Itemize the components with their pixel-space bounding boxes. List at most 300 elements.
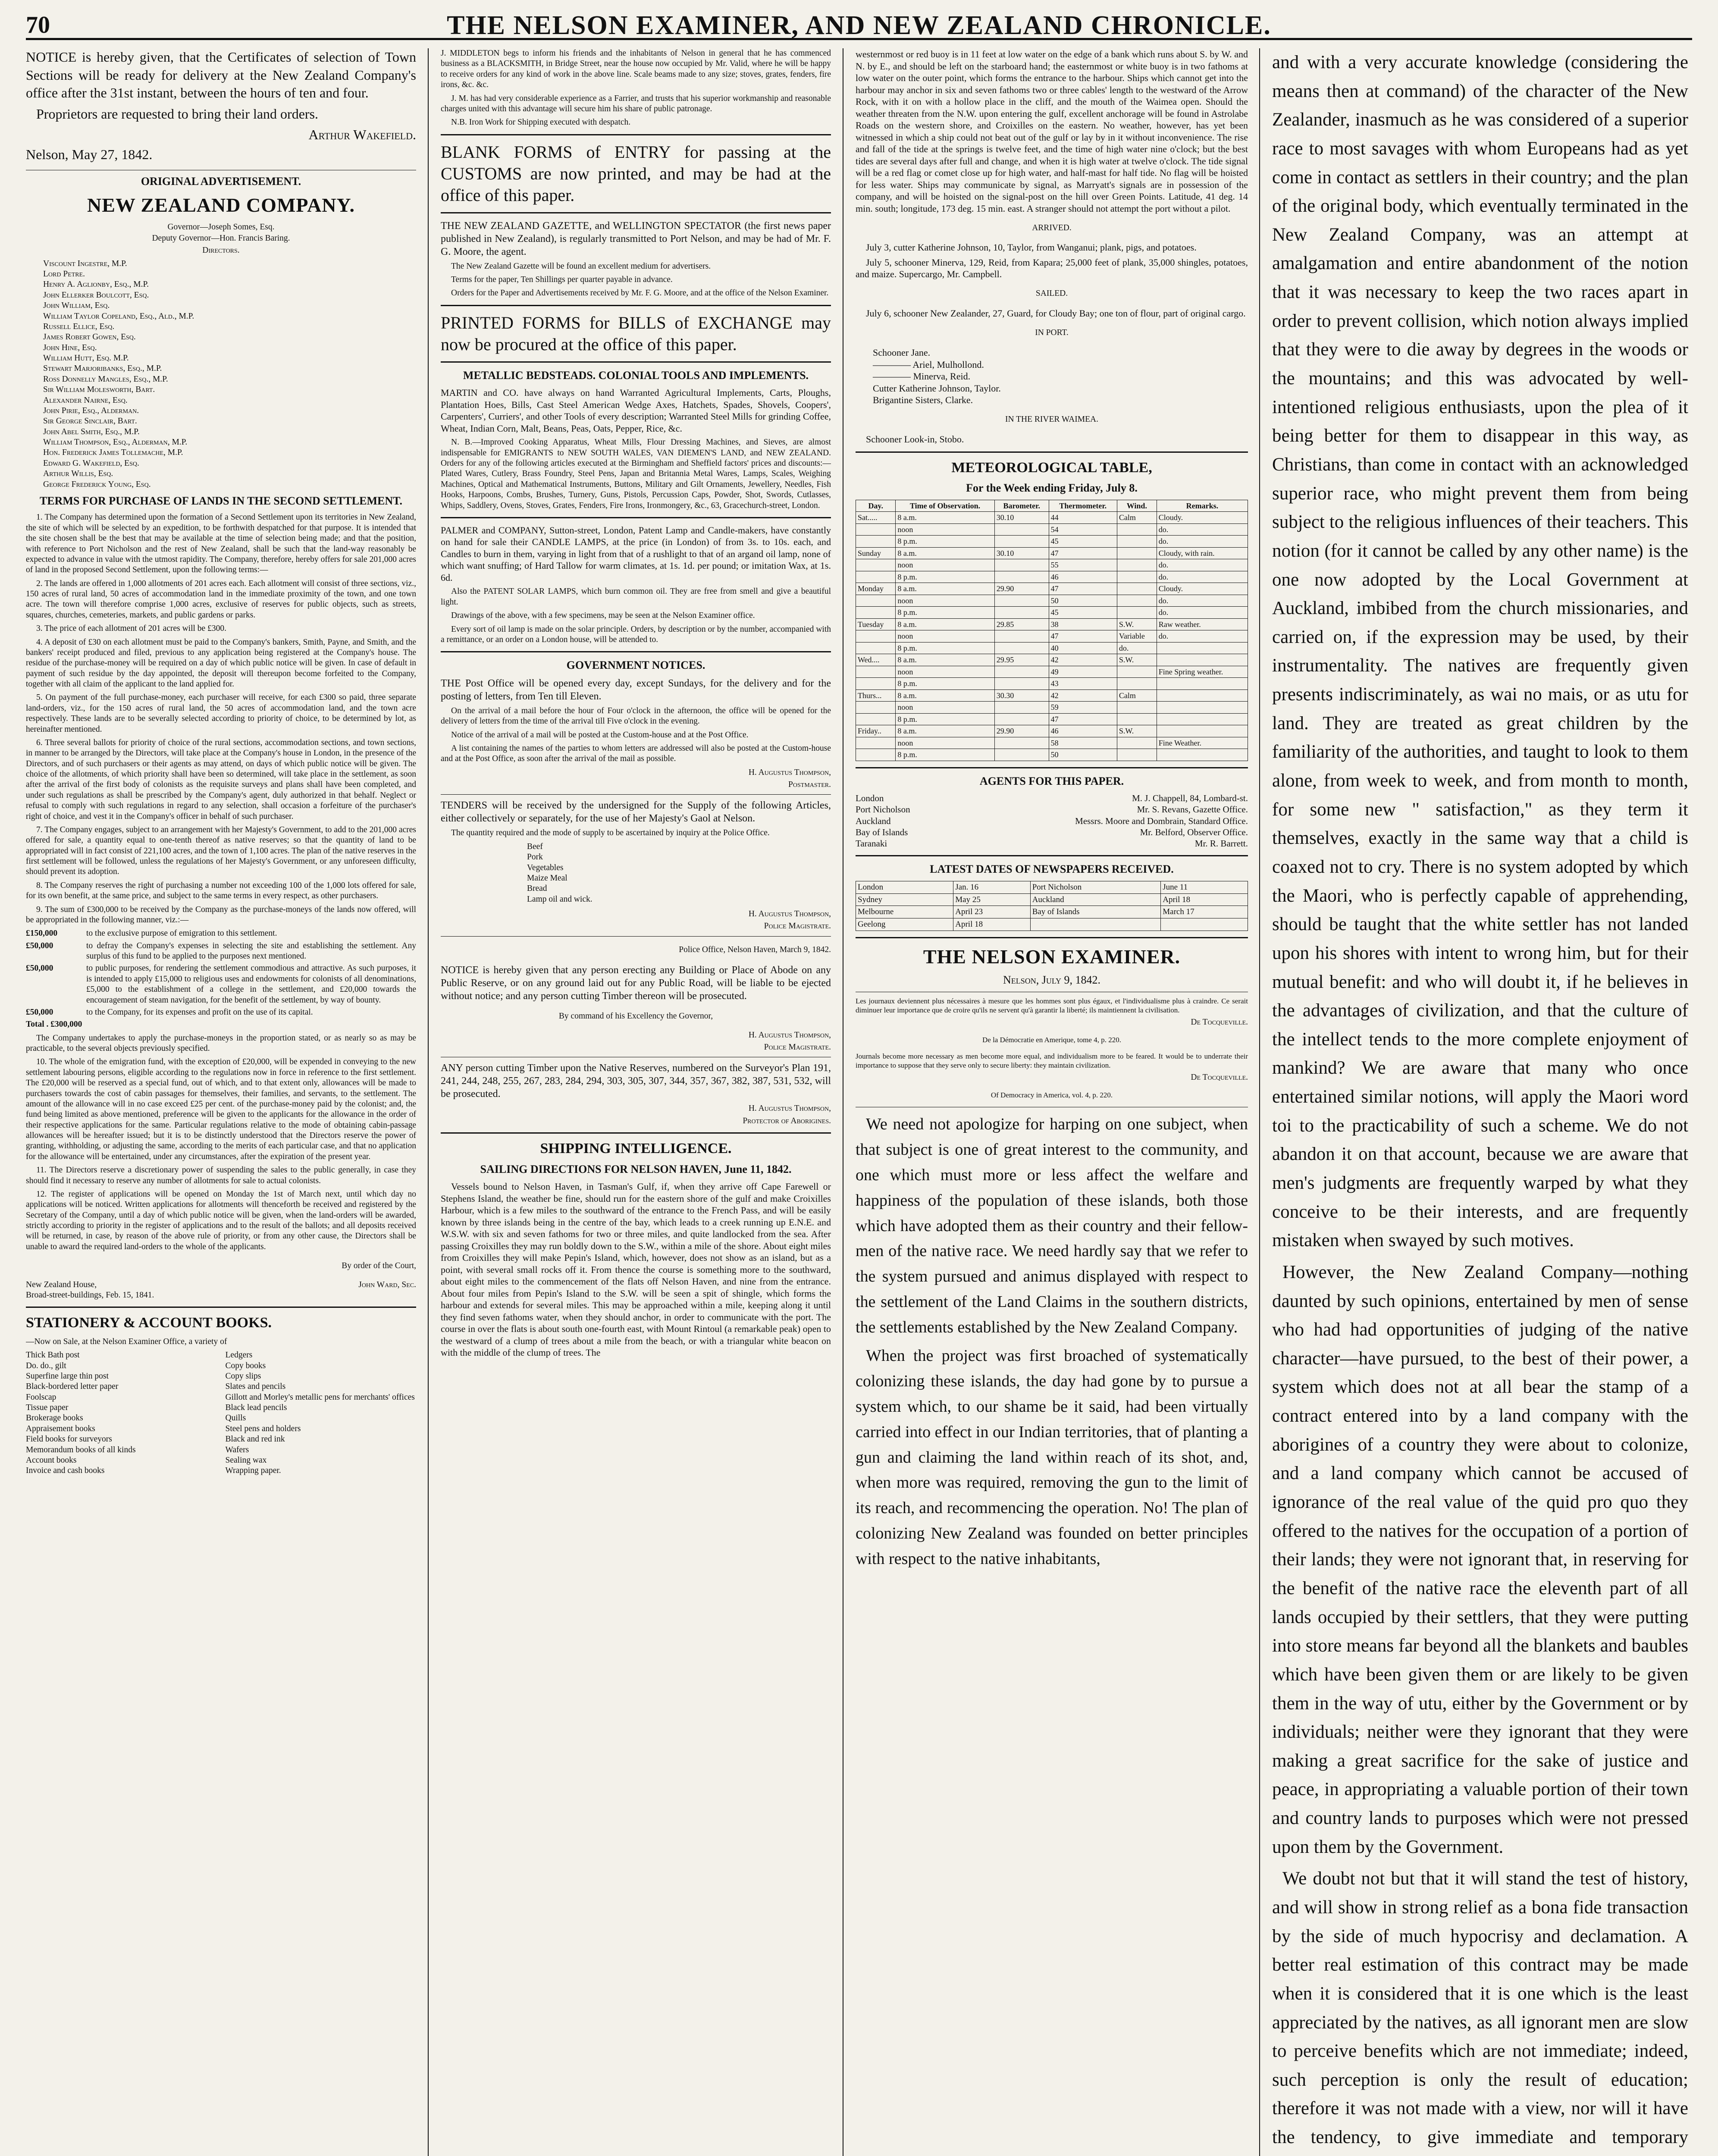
arrived-item: July 3, cutter Katherine Johnson, 10, Taylor, from Wanganui; plank, pigs, and potatoes. <box>866 242 1197 253</box>
met-cell: do. <box>1157 571 1248 583</box>
latest-cell: Geelong <box>856 918 953 931</box>
stationery-item: Gillott and Morley's metallic pens for merchants' offices <box>225 1392 415 1402</box>
met-cell: 8 a.m. <box>896 689 994 702</box>
stationery-item: Wafers <box>225 1445 249 1454</box>
met-cell: 30.10 <box>994 512 1049 524</box>
met-column-header: Barometer. <box>994 500 1049 512</box>
met-table-header <box>856 500 1248 512</box>
government-header: GOVERNMENT NOTICES. <box>566 659 705 672</box>
shipping-text: Vessels bound to Nelson Haven, in Tasman's Gulf, if, when they arrive off Cape Farewell or Stephens Island, the weather be fine, should run for the eastern shore of the gulf and make Croixilles Harbour, which is a few miles to the southward of the entrance to the French Pass, and will be easily known by three islands being in the centre of the bay, which leads to a creek running up E.N.E. and W.S.W. with six and seven fathoms for two or three miles, and quite landlocked from the sea. After passing Croixilles they may run boldly down to the S.W., within a mile of the shore. About eight miles from Croixilles they will make Pepin's Island, which, however, does not show as an island, but as a point, with several small rocks off it. From thence the course is something more to the southward, about eight miles to the commencement of the flats off Nelson Haven, and nine from the entrance. About four miles from Pepin's Island to the S.W. will be seen a spit of shingle, which forms the harbour and extends for several miles. This may be approached within a mile, keeping along it until they find seven fathoms water, when they should anchor, in order to communicate with the port. The course in over the flats is about south one-fourth east, with Mount Rintoul (a remarkable peak) open to the westward of a clump of trees about a mile from the beach, or with a triangular white beacon on with the middle of the clump of trees. The <box>441 1181 831 1358</box>
met-cell <box>1117 559 1157 571</box>
met-cell <box>1117 737 1157 749</box>
met-cell: noon <box>896 523 994 536</box>
met-cell: Friday.. <box>856 725 896 737</box>
director-item: Sir George Sinclair, Bart. <box>43 417 137 426</box>
met-row <box>856 607 1248 619</box>
met-cell: 42 <box>1049 689 1117 702</box>
schedule-amount: £150,000 <box>26 929 58 938</box>
notice-text: NOTICE is hereby given that any person erecting any Building or Place of Abode on any Public Reserve, or on any ground laid out for any Public Road, will be liable to be ejected without notice; and any person cutting Timber thereon will be prosecuted. <box>441 965 831 1002</box>
director-item: John William, Esq. <box>43 301 110 310</box>
met-cell <box>994 737 1049 749</box>
tender-item: Bread <box>527 884 547 893</box>
ad-text: N. B.—Improved Cooking Apparatus, Wheat Mills, Flour Dressing Machines, and Sieves, are almost indispensable for EMIGRANTS to NEW SOUTH WALES, VAN DIEMEN'S LAND, and NEW ZEALAND. Orders for any of the following articles executed at the Birmingham and Sheffield factors' prices and discounts:—Plated Wares, Cutlery, Brass Foundry, Steel Pens, Japan and Britannia Metal Wares, Lamps, Scales, Weighing Machines, Optical and Mathematical Instruments, Buttons, Military and Gilt Ornaments, Jewellery, Needles, Fish Hooks, Harpoons, Combs, Brushes, Turnery, Guns, Pistols, Percussion Caps, Powder, Shot, Swords, Cutlasses, Whips, Saddlery, Ovens, Stoves, Grates, Fenders, Fire Irons, Ironmongery, &c., 63, Gracechurch-street, London. <box>441 438 831 510</box>
met-row <box>856 654 1248 666</box>
arrived-list <box>856 241 1248 280</box>
met-cell <box>994 749 1049 761</box>
stationery-item: Foolscap <box>26 1392 56 1402</box>
director-item: Russell Ellice, Esq. <box>43 322 115 331</box>
met-cell: 47 <box>1049 547 1117 559</box>
schedule-amount: £50,000 <box>26 941 53 950</box>
ad-text: Terms for the paper, Ten Shillings per quarter payable in advance. <box>451 275 673 284</box>
met-cell: do. <box>1117 642 1157 654</box>
notice-text: The quantity required and the mode of supply to be ascertained by inquiry at the Police Office. <box>451 828 770 838</box>
latest-cell: April 23 <box>953 906 1030 918</box>
latest-row <box>856 918 1248 931</box>
ad-text: Every sort of oil lamp is made on the solar principle. Orders, by description or by the number, accompanied with a remittance, or an order on a London house, will be attended to. <box>441 624 831 644</box>
met-cell <box>1157 654 1248 666</box>
police-dateline: Police Office, Nelson Haven, March 9, 1842. <box>679 945 831 955</box>
met-cell: 8 p.m. <box>896 713 994 725</box>
stationery-item: Do. do., gilt <box>26 1361 66 1370</box>
met-cell: 29.95 <box>994 654 1049 666</box>
latest-cell: Jan. 16 <box>953 881 1030 893</box>
met-cell: Calm <box>1117 512 1157 524</box>
in-port-item: Brigantine Sisters, Clarke. <box>873 395 973 406</box>
met-cell <box>994 713 1049 725</box>
in-port-item: ———— Ariel, Mulhollond. <box>873 359 984 370</box>
latest-cell: Melbourne <box>856 906 953 918</box>
terms-paragraph: 4. A deposit of £30 on each allotment must be paid to the Company's bankers, Smith, Payne, and Smith, and the bankers' receipt produced and filed, previous to any application being registered at the Company's house. The residue of the purchase-money will be required on a day of which public notice will be given. In case of default in payment of such residue by the day appointed, the deposit will thereupon become forfeited to the Company, together with all claim of the applicant to the land applied for. <box>26 637 416 689</box>
sailed-text: July 6, schooner New Zealander, 27, Guard, for Cloudy Bay; one ton of flour, part of original cargo. <box>866 308 1246 319</box>
bedsteads-header: METALLIC BEDSTEADS. COLONIAL TOOLS AND IMPLEMENTS. <box>463 369 809 382</box>
notice-signature: H. Augustus Thompson, <box>748 1030 831 1040</box>
masthead <box>26 8 1692 40</box>
schedule-row <box>26 1007 416 1018</box>
stationery-item: Tissue paper <box>26 1403 69 1413</box>
met-table-body <box>856 512 1248 761</box>
met-row <box>856 713 1248 725</box>
met-column-header: Remarks. <box>1157 500 1248 512</box>
met-cell <box>1117 713 1157 725</box>
court-order: By order of the Court, <box>342 1261 416 1270</box>
stationery-items <box>26 1350 416 1476</box>
met-cell <box>1117 702 1157 714</box>
epigraph-source: De Tocqueville. <box>1191 1018 1248 1027</box>
met-cell: 43 <box>1049 678 1117 690</box>
stationery-item: Copy slips <box>225 1371 261 1381</box>
met-cell: 8 p.m. <box>896 571 994 583</box>
director-item: William Taylor Copeland, Esq., Ald., M.P. <box>43 311 194 321</box>
stationery-item: Ledgers <box>225 1351 253 1360</box>
met-row <box>856 512 1248 524</box>
epigraph: Les journaux deviennent plus nécessaires à mesure que les hommes sont plus égaux, et l'individualisme plus à craindre. Ce serait diminuer leur importance que de croire qu'ils ne servent qu'à garantir la liberté; ils maintiennent la civilisation. <box>856 997 1248 1014</box>
tender-item: Lamp oil and wick. <box>527 894 593 904</box>
met-cell <box>856 749 896 761</box>
met-cell <box>856 666 896 678</box>
met-cell <box>856 607 896 619</box>
met-cell: Cloudy, with rain. <box>1157 547 1248 559</box>
met-cell <box>856 595 896 607</box>
met-cell <box>1157 642 1248 654</box>
stationery-item: Appraisement books <box>26 1424 95 1433</box>
met-row <box>856 559 1248 571</box>
met-header: METEOROLOGICAL TABLE, <box>951 459 1152 476</box>
company-secretary: John Ward, Sec. <box>358 1280 416 1289</box>
tender-item: Maize Meal <box>527 873 567 883</box>
shipping-text: westernmost or red buoy is in 11 feet at low water on the edge of a bank which runs about S. by W. and N. by E., and should be left on the starboard hand; the easternmost or white buoy is in two fathoms at low water on the outer point, which forms the entrance to the harbour. Ships which cannot get into the harbour may anchor in six and seven fathoms two or three cables' length to the westward of the Arrow Rock, with it on with a hollow place in the cliff, and the mouth of the Waimea open. Should the weather threaten from the N.W. upon entering the gulf, excellent anchorage will be found in Astrolabe Roads on the western shore, and Croixilles on the eastern. No weather, however, has yet been witnessed in which a ship could not beat out of the gulf or lay by in it without inconvenience. The rise and fall of the tide at the springs is twelve feet, and the time of high water nine o'clock; but the best tides are several days after full and change, and when it is high water at twelve o'clock. The tide signal will be a red flag or comet close up for high water, and half-mast for half tide. No flag will be hoisted for less water. Ships may communicate by signal, as Marryatt's signals are in possession of the company, and will be hoisted on the signal-post on the hill over Green Points. Latitude, 41 deg. 14 min. south; longitude, 173 deg. 15 min. east. A stranger should not attempt the port without a pilot. <box>856 49 1248 214</box>
terms-paragraph: 9. The sum of £300,000 to be received by the Company as the purchase-moneys of the lands now offered, will be appropriated in the following manner, viz.:— <box>26 905 416 924</box>
latest-cell: London <box>856 881 953 893</box>
printed-forms-ad: PRINTED FORMS for BILLS of EXCHANGE may now be procured at the office of this paper. <box>441 313 831 354</box>
epigraph-work: Of Democracy in America, vol. 4, p. 220. <box>991 1091 1113 1099</box>
met-cell <box>1157 749 1248 761</box>
notice-text: A list containing the names of the parties to whom letters are addressed will also be posted at the Custom-house and at the Post Office, as soon after the arrival of the mail as possible. <box>441 743 831 764</box>
terms-paragraph: 5. On payment of the full purchase-money, each purchaser will receive, for each £300 so paid, three separate land-orders, viz., for the 150 acres of rural land, the 50 acres of accommodation land, and the town acre respectively. These lands are to be severally selected according to priority of choice, to be determined by lot, as hereinafter mentioned. <box>26 693 416 734</box>
agent-row <box>856 838 1248 849</box>
director-item: Hon. Frederick James Tollemache, M.P. <box>43 448 183 458</box>
schedule-amount: £50,000 <box>26 1007 53 1017</box>
met-column-header: Day. <box>856 500 896 512</box>
divider <box>441 1132 831 1134</box>
met-cell <box>1117 607 1157 619</box>
terms-paragraph: 6. Three several ballots for priority of choice of the rural sections, accommodation sections, and town sections, in manner to be arranged by the Directors, will take place at the Company's house in London, in the presence of the Directors, and of such purchasers or their agents as may attend, on days of which public notice will be given. The choice of the allotments, of which priority shall have been so determined, will take place in the settlement, as soon after the arrival of the first body of colonists as the requisite surveys and plans shall have been completed, and under such regulations as shall be prescribed by the Company's agent, duly authorized in that behalf. Neglect or refusal to comply with such regulations in regard to any selection, shall occasion a forfeiture of the purchaser's right of choice, and vest it in the Company's officer in behalf of such purchaser. <box>26 738 416 821</box>
page-number: 70 <box>26 12 50 38</box>
met-cell: 54 <box>1049 523 1117 536</box>
met-column-header: Thermometer. <box>1049 500 1117 512</box>
tender-item: Vegetables <box>527 863 564 872</box>
ad-text: The New Zealand Gazette will be found an excellent medium for advertisers. <box>451 261 711 271</box>
met-row <box>856 536 1248 548</box>
director-item: John Pirie, Esq., Alderman. <box>43 406 139 415</box>
agent-place: Taranaki <box>856 838 887 849</box>
met-cell: Variable <box>1117 630 1157 642</box>
agent-row <box>856 815 1248 827</box>
director-item: William Hutt, Esq. M.P. <box>43 354 129 363</box>
director-item: John Hine, Esq. <box>43 343 97 352</box>
divider <box>441 936 831 937</box>
schedule-text: to the exclusive purpose of emigration to this settlement. <box>86 929 277 938</box>
shipping-header: SHIPPING INTELLIGENCE. <box>540 1141 732 1156</box>
met-cell <box>994 642 1049 654</box>
column-1 <box>26 48 416 2156</box>
met-cell: Sat..... <box>856 512 896 524</box>
met-cell <box>994 571 1049 583</box>
notice-signature: Arthur Wakefield. <box>308 127 416 143</box>
met-cell: 8 p.m. <box>896 607 994 619</box>
met-cell <box>1117 523 1157 536</box>
latest-cell: Port Nicholson <box>1030 881 1161 893</box>
met-cell: 8 a.m. <box>896 583 994 595</box>
met-row <box>856 595 1248 607</box>
met-row <box>856 725 1248 737</box>
stationery-items-left <box>26 1350 217 1476</box>
latest-cell: Bay of Islands <box>1030 906 1161 918</box>
column-rule <box>428 48 429 2156</box>
in-port-label: IN PORT. <box>1035 328 1069 338</box>
ad-text: MARTIN and CO. have always on hand Warranted Agricultural Implements, Carts, Ploughs, Plantation Hoes, Bills, Cast Steel American Wedge Axes, Hatchets, Spades, Shovels, Coopers', Carpenters', Curriers', and other Tools of every description; Warranted Steel Mills for grinding Coffee, Wheat, Indian Corn, Malt, Beans, Peas, Oats, Pepper, Rice, &c. <box>441 387 831 434</box>
terms-list <box>26 512 416 925</box>
divider <box>856 451 1248 453</box>
agent-place: London <box>856 793 884 803</box>
divider <box>441 134 831 135</box>
schedule-text: to public purposes, for rendering the settlement commodious and attractive. As such purposes, it is intended to apply £15,000 to religious uses and endowments for colonists of all denominations, £5,000 to the establishment of a college in the settlement, and £20,000 towards the encouragement of steam navigation, for the benefit of the settlement, by way of bounty. <box>86 964 416 1005</box>
epigraph: Journals become more necessary as men become more equal, and individualism more to be feared. It would be to underrate their importance to suppose that they serve only to secure liberty: they maintain civilization. <box>856 1052 1248 1070</box>
director-item: Lord Petre. <box>43 270 85 279</box>
schedule-row <box>26 928 416 939</box>
met-row <box>856 583 1248 595</box>
terms-list-continued <box>26 1033 416 1253</box>
met-cell: do. <box>1157 536 1248 548</box>
agents-header: AGENTS FOR THIS PAPER. <box>979 774 1124 787</box>
terms-paragraph: 1. The Company has determined upon the formation of a Second Settlement upon its territories in New Zealand, the site of which will be selected by an expedition, to be forthwith despatched for that purpose. It is intended that the site chosen shall be the best that may be available at the time of selection being made; and that the position, with reference to Port Nicholson and the rest of New Zealand, shall be such that the land-way reasonably be expected to advance in value with the utmost rapidity. The Company, therefore, hereby offers for sale 201,000 acres of land in the proposed Second Settlement, upon the following terms:— <box>26 513 416 575</box>
agent-name: M. J. Chappell, 84, Lombard-st. <box>1132 793 1248 803</box>
notice-text: TENDERS will be received by the undersigned for the Supply of the following Articles, either collectively or separately, for the use of her Majesty's Gaol at Nelson. <box>441 800 831 824</box>
met-cell: noon <box>896 702 994 714</box>
met-cell <box>1117 571 1157 583</box>
met-cell: noon <box>896 666 994 678</box>
director-item: John Abel Smith, Esq., M.P. <box>43 427 140 436</box>
met-cell: 38 <box>1049 618 1117 630</box>
met-cell <box>1157 702 1248 714</box>
notice-text: Proprietors are requested to bring their land orders. <box>36 106 319 122</box>
tender-item: Pork <box>527 852 543 862</box>
notice-text: Notice of the arrival of a mail will be posted at the Custom-house and at the Post Office. <box>451 730 749 740</box>
met-cell <box>1117 678 1157 690</box>
met-cell: do. <box>1157 595 1248 607</box>
met-cell: noon <box>896 737 994 749</box>
schedule-text: to defray the Company's expenses in selecting the site and establishing the settlement. Any surplus of this fund to be applied to the purposes next mentioned. <box>86 941 416 961</box>
ad-text: J. M. has had very considerable experience as a Farrier, and trusts that his superior workmanship and reasonable charges united with this advantage will secure him his share of public patronage. <box>441 94 831 113</box>
latest-cell: June 11 <box>1161 881 1248 893</box>
editorial-paragraph: We need not apologize for harping on one subject, when that subject is one of great interest to the community, and one which must more or less affect the welfare and happiness of the population of these islands, both those which have adopted them as their country and their fellow-men of the native race. We need hardly say that we refer to the system pursued and animus displayed with respect to the settlement of the Land Claims in the southern districts, the settlements established by the New Zealand Company. <box>856 1115 1248 1337</box>
notice-signature: Protector of Aborigines. <box>743 1116 831 1125</box>
terms-header: TERMS FOR PURCHASE OF LANDS IN THE SECOND SETTLEMENT. <box>39 494 403 507</box>
met-cell: 30.10 <box>994 547 1049 559</box>
in-port-list <box>856 347 1248 406</box>
met-cell: 40 <box>1049 642 1117 654</box>
met-cell <box>1117 536 1157 548</box>
met-cell: 8 a.m. <box>896 654 994 666</box>
terms-paragraph: 2. The lands are offered in 1,000 allotments of 201 acres each. Each allotment will consist of three sections, viz., 150 acres of rural land, 50 acres of accommodation land in the immediate proximity of the town, and one town acre. The town will therefore comprise 1,000 acres, exclusive of reserves for public objects, such as streets, squares, churches, cemeteries, markets, and public gardens or parks. <box>26 579 416 620</box>
notice-signature: H. Augustus Thompson, <box>748 1104 831 1113</box>
met-cell <box>1117 749 1157 761</box>
latest-cell: April 18 <box>1161 893 1248 906</box>
gazette-ad <box>441 219 831 299</box>
met-cell: Fine Weather. <box>1157 737 1248 749</box>
met-cell: noon <box>896 559 994 571</box>
divider <box>441 794 831 795</box>
divider <box>441 212 831 213</box>
met-cell: 46 <box>1049 571 1117 583</box>
directors-list <box>26 259 416 490</box>
divider <box>441 361 831 363</box>
met-cell: 8 p.m. <box>896 642 994 654</box>
agent-name: Mr. Belford, Observer Office. <box>1140 827 1248 837</box>
met-row <box>856 678 1248 690</box>
terms-paragraph: The Company undertakes to apply the purchase-moneys in the proportion stated, or as nearly so as may be practicable, to the several objects previously specified. <box>26 1033 416 1053</box>
masthead-title: THE NELSON EXAMINER, AND NEW ZEALAND CHRONICLE. <box>447 11 1271 40</box>
agent-place: Port Nicholson <box>856 804 910 815</box>
middleton-ad <box>441 48 831 128</box>
agent-name: Messrs. Moore and Dombrain, Standard Office. <box>1075 815 1248 826</box>
notice-text: On the arrival of a mail before the hour of Four o'clock in the afternoon, the office will be opened for the delivery of letters from the time of the arrival till Five o'clock in the evening. <box>441 706 831 726</box>
met-cell <box>994 630 1049 642</box>
met-cell <box>856 678 896 690</box>
agent-place: Bay of Islands <box>856 827 908 837</box>
director-item: Arthur Willis, Esq. <box>43 469 113 479</box>
director-item: Ross Donnelly Mangles, Esq., M.P. <box>43 374 168 384</box>
director-item: Alexander Nairne, Esq. <box>43 395 128 405</box>
notice-signature: Postmaster. <box>788 780 831 789</box>
met-cell: do. <box>1157 630 1248 642</box>
tender-items <box>441 842 831 905</box>
met-cell: 8 a.m. <box>896 725 994 737</box>
agent-row <box>856 827 1248 838</box>
met-cell: 55 <box>1049 559 1117 571</box>
editorial-title: THE NELSON EXAMINER. <box>923 945 1181 968</box>
met-row <box>856 666 1248 678</box>
stationery-item: Sealing wax <box>225 1455 267 1465</box>
met-cell: Monday <box>856 583 896 595</box>
agents-list <box>856 793 1248 849</box>
met-cell <box>856 737 896 749</box>
stationery-items-right <box>226 1350 417 1476</box>
met-cell: Calm <box>1117 689 1157 702</box>
met-cell <box>856 642 896 654</box>
director-item: John Ellerker Boulcott, Esq. <box>43 290 149 300</box>
met-cell <box>994 523 1049 536</box>
company-house-address: Broad-street-buildings, Feb. 15, 1841. <box>26 1290 154 1300</box>
met-cell: 29.90 <box>994 583 1049 595</box>
agent-name: Mr. R. Barrett. <box>1194 838 1248 849</box>
met-column-header: Time of Observation. <box>896 500 994 512</box>
palmer-ad <box>441 524 831 645</box>
in-port-item: Schooner Jane. <box>873 347 931 358</box>
schedule-total: Total . £300,000 <box>26 1020 82 1029</box>
met-cell: 50 <box>1049 595 1117 607</box>
met-cell <box>856 523 896 536</box>
terms-paragraph: 3. The price of each allotment of 201 acres will be £300. <box>36 624 226 633</box>
schedule-row <box>26 941 416 962</box>
met-row <box>856 630 1248 642</box>
met-cell: Cloudy. <box>1157 583 1248 595</box>
directors-label: Directors. <box>202 246 240 255</box>
met-cell <box>1117 583 1157 595</box>
company-name: NEW ZEALAND COMPANY. <box>87 194 355 216</box>
met-cell: 45 <box>1049 607 1117 619</box>
stationery-item: Black-bordered letter paper <box>26 1382 119 1391</box>
met-cell: 29.85 <box>994 618 1049 630</box>
met-cell <box>994 702 1049 714</box>
met-cell <box>1157 678 1248 690</box>
met-cell: Wed.... <box>856 654 896 666</box>
met-cell: 8 a.m. <box>896 512 994 524</box>
met-row <box>856 689 1248 702</box>
met-cell: 59 <box>1049 702 1117 714</box>
epigraph-work: De la Démocratie en Amerique, tome 4, p. 220. <box>982 1035 1121 1044</box>
met-cell: 46 <box>1049 725 1117 737</box>
stationery-item: Memorandum books of all kinds <box>26 1445 136 1454</box>
met-cell <box>994 666 1049 678</box>
met-cell: 30.30 <box>994 689 1049 702</box>
met-cell <box>1157 713 1248 725</box>
met-cell: noon <box>896 595 994 607</box>
met-cell <box>856 713 896 725</box>
met-cell: 47 <box>1049 630 1117 642</box>
arrived-item: July 5, schooner Minerva, 129, Reid, from Kapara; 25,000 feet of plank, 35,000 shingles, potatoes, and maize. Supercargo, Mr. Campbell. <box>856 257 1248 280</box>
met-cell: 42 <box>1049 654 1117 666</box>
notice-signature: Police Magistrate. <box>764 1042 831 1052</box>
editorial-paragraph: and with a very accurate knowledge (considering the means then at command) of the character of the New Zealander, inasmuch as he was considered of a superior race to most savages with whom Europeans had as yet come in contact as settlers in their country; and the plan of the original body, which eventually terminated in the New Zealand Company, was an attempt at amalgamation and entire abandonment of the notion that it was necessary to keep the two races apart in order to prevent collision, which notion always implied that they were to die away by degrees in the woods or the mountains; and this was advocated by well-intentioned religious enthusiasts, upon the plea of it being better for them to disappear in this way, as Christians, than come in contact with an acknowledged superior race, who might prevent them from being subject to the religious influences of their teachers. This notion (for it cannot be called by any other name) is the one now adopted by the Local Government at Auckland, imbibed from the church missionaries, and carried on, if the expression may be used, by their instrumentality. The natives are frequently given presents indiscriminately, as wai no mais, or as utu for land. They are treated as great children by the familiarity of the authorities, and taught to look to them alone, from week to week, and from month to month, for some new " satisfaction," as they term it themselves, exactly in the same way that a child is coaxed not to cry. There is no system adopted by which the Maori, who is perfectly capable of apprehending, should be taught that the white settler has not landed upon his shores with intent to wrong him, but for their mutual benefit: and who will doubt it, if he believes in the advantages of civilization, and that the culture of the intellect tends to the more complete enjoyment of mankind? We are aware that many who once entertained similar notions, will apply the Maori word toi to the practicability of such a scheme. We do not abandon it on that account, because we are aware that men's judgments are frequently warped by what they conceive to be their interests, and are frequently mistaken when swayed by such motives. <box>1272 52 1688 1251</box>
met-cell <box>856 571 896 583</box>
met-cell <box>994 678 1049 690</box>
stationery-item: Black and red ink <box>225 1435 285 1444</box>
stationery-item: Steel pens and holders <box>225 1424 301 1433</box>
divider <box>441 305 831 306</box>
met-cell: Raw weather. <box>1157 618 1248 630</box>
agent-row <box>856 804 1248 815</box>
met-cell <box>994 607 1049 619</box>
latest-cell: April 18 <box>953 918 1030 931</box>
company-governor: Governor—Joseph Somes, Esq. <box>167 222 275 232</box>
met-cell: noon <box>896 630 994 642</box>
column-rule <box>1259 48 1260 2156</box>
met-row <box>856 737 1248 749</box>
met-cell: Fine Spring weather. <box>1157 666 1248 678</box>
notice-text: ANY person cutting Timber upon the Native Reserves, numbered on the Surveyor's Plan 191, 241, 244, 248, 255, 267, 283, 284, 294, 303, 305, 307, 344, 357, 367, 382, 387, 531, 532, will be prosecuted. <box>441 1062 831 1100</box>
stationery-header: STATIONERY & ACCOUNT BOOKS. <box>26 1315 272 1331</box>
ad-text: Orders for the Paper and Advertisements received by Mr. F. G. Moore, and at the office of the Nelson Examiner. <box>451 288 829 298</box>
schedule-row <box>26 963 416 1006</box>
met-cell: 8 p.m. <box>896 536 994 548</box>
met-cell: 8 p.m. <box>896 678 994 690</box>
met-cell: 49 <box>1049 666 1117 678</box>
met-cell <box>1117 595 1157 607</box>
met-cell <box>994 595 1049 607</box>
divider <box>26 1307 416 1308</box>
notice-signature: H. Augustus Thompson, <box>748 909 831 918</box>
met-cell: Sunday <box>856 547 896 559</box>
met-cell: 47 <box>1049 713 1117 725</box>
column-2 <box>441 48 831 2156</box>
director-item: Sir William Molesworth, Bart. <box>43 385 155 395</box>
schedule-text: to the Company, for its expenses and profit on the use of its capital. <box>86 1007 313 1017</box>
latest-cell: Auckland <box>1030 893 1161 906</box>
met-cell: 45 <box>1049 536 1117 548</box>
terms-paragraph: 12. The register of applications will be opened on Monday the 1st of March next, until which day no applications will be noticed. Written applications for allotments will thenceforth be received and registered by the Secretary of the Company, until a day of which public notice will be given, when the land-orders will be awarded, strictly according to priority in the register of applications and to the result of the ballots; and all deposits received will be returned, in case, by reason of the above rule of priority, or from any other cause, the Directors shall be unable to award the required land-orders to the whole of the applicants. <box>26 1189 416 1251</box>
met-cell: 47 <box>1049 583 1117 595</box>
stationery-item: Slates and pencils <box>225 1382 286 1391</box>
met-column-header: Wind. <box>1117 500 1157 512</box>
met-cell: 50 <box>1049 749 1117 761</box>
met-cell: 58 <box>1049 737 1117 749</box>
director-item: Edward G. Wakefield, Esq. <box>43 458 139 468</box>
notice-text: NOTICE is hereby given, that the Certificates of selection of Town Sections will be ready for delivery at the New Zealand Company's office after the 31st instant, between the hours of ten and four. <box>26 49 416 101</box>
divider <box>856 767 1248 768</box>
in-port-item: ———— Minerva, Reid. <box>873 371 971 382</box>
met-cell: 29.90 <box>994 725 1049 737</box>
divider <box>856 937 1248 938</box>
ad-text: PALMER and COMPANY, Sutton-street, London, Patent Lamp and Candle-makers, have constantly on hand for sale their CANDLE LAMPS, at the price (in London) of from 3s. to 10s. each, and Candles to burn in them, varying in light from that of a rushlight to that of an argand oil lamp, none of which want snuffing; of Hard Tallow for warm climates, at 1s. 1d. per pound; or imitation Wax, at 1s. 6d. <box>441 524 831 583</box>
met-cell <box>1157 725 1248 737</box>
stationery-item: Quills <box>225 1413 246 1423</box>
latest-header: LATEST DATES OF NEWSPAPERS RECEIVED. <box>930 863 1174 876</box>
company-kicker: ORIGINAL ADVERTISEMENT. <box>141 175 301 188</box>
director-item: Stewart Marjoribanks, Esq., M.P. <box>43 364 162 373</box>
met-cell: 8 a.m. <box>896 547 994 559</box>
ad-text: Also the PATENT SOLAR LAMPS, which burn common oil. They are free from smell and give a beautiful light. <box>441 587 831 607</box>
